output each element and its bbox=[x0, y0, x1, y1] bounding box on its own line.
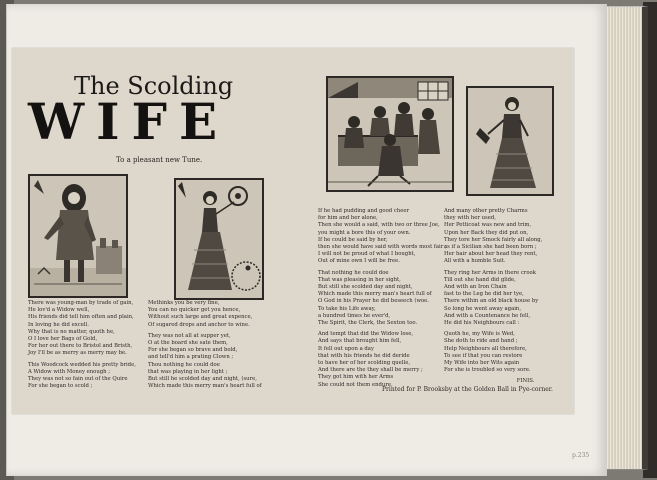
verse-line: For she began to scold ; bbox=[28, 383, 93, 390]
verse-line: Which made this merry man's heart full of bbox=[148, 383, 262, 390]
stanza bbox=[148, 300, 262, 329]
verse-column-2 bbox=[148, 300, 262, 394]
woodcut-woman-bundle bbox=[466, 86, 554, 196]
verse-line: There was young-man by trade of gain, bbox=[28, 300, 134, 306]
verse-line: that was playing in her light ; bbox=[148, 368, 228, 375]
verse-line: She doth to ride and hand ; bbox=[444, 338, 518, 345]
verse-line: Till out she hand did glide, bbox=[444, 276, 516, 283]
verse-line: But still she scolded day and night, bbox=[318, 284, 413, 291]
verse-line: I will not be proud of what I bought, bbox=[318, 251, 416, 258]
verse-line: They tore her Smock fairly all along, bbox=[444, 236, 543, 243]
title-wife: WIFE bbox=[28, 92, 230, 151]
verse-line: to have her of her scolding quelle, bbox=[318, 360, 411, 367]
verse-line: And many other pretty Charms bbox=[444, 208, 528, 214]
verse-line: That nothing he could doe bbox=[318, 269, 389, 276]
stanza bbox=[444, 208, 542, 266]
woman-figure-icon bbox=[468, 88, 552, 194]
verse-line: that with his friends he did deride bbox=[318, 352, 410, 359]
verse-line: then she would have said with words most fair ; bbox=[318, 244, 447, 251]
verse-line: They was not so fain out of the Quire bbox=[28, 376, 128, 383]
verse-line: O I love her Bags of Gold, bbox=[28, 336, 98, 343]
verse-line: Her Petticoat was new and trim, bbox=[444, 222, 532, 229]
verse-line: But still he scolded day and night, (sure, bbox=[148, 376, 257, 383]
verse-line: So long he went away again, bbox=[444, 305, 522, 312]
verse-line: To see if that you can restore bbox=[444, 352, 523, 359]
verse-line: If he had pudding and good cheer bbox=[318, 208, 410, 214]
stanza bbox=[318, 331, 447, 389]
woodcut-lady-peacock bbox=[174, 178, 264, 300]
verse-line: And says that brought him fell, bbox=[318, 338, 402, 345]
verse-line: There within an old black house by bbox=[444, 298, 539, 305]
verse-line: He did his Neighbours call : bbox=[444, 320, 520, 327]
verse-line: Which made this merry man's heart full of bbox=[318, 291, 432, 298]
verse-line: It fell out upon a day bbox=[318, 345, 374, 352]
verse-line: He lov'd a Widow well, bbox=[28, 307, 90, 314]
lady-figure-icon bbox=[176, 180, 262, 298]
verse-column-3 bbox=[318, 208, 447, 393]
verse-line: a hundred times he ever'd, bbox=[318, 312, 391, 319]
woodcut-gentleman bbox=[28, 174, 128, 298]
verse-line: If he could be said by her, bbox=[318, 236, 388, 243]
woodcut-tavern-scene bbox=[326, 76, 454, 192]
stanza bbox=[148, 333, 262, 391]
verse-line: and tell'd him a prating Clown ; bbox=[148, 354, 234, 361]
verse-line: O God in his Prayer he did beseech (woe. bbox=[318, 298, 429, 305]
verse-line: they with her used, bbox=[444, 215, 496, 222]
verse-line: They ring her Arms in there crook bbox=[444, 269, 536, 276]
stanza bbox=[444, 270, 542, 328]
verse-line: A Widow with Money enough ; bbox=[28, 368, 111, 375]
verse-line: fast to the Leg he did her tye, bbox=[444, 291, 524, 298]
verse-line: His friends did tell him often and plain, bbox=[28, 314, 134, 321]
verse-line: And with a Countenance he fell, bbox=[444, 312, 531, 319]
verse-line: Her hair about her head they rent, bbox=[444, 251, 538, 258]
verse-line: Help Neighbours all therefore, bbox=[444, 345, 527, 352]
verse-line: That was pleasing in her sight, bbox=[318, 276, 401, 283]
verse-line: Upon her Back they did put on, bbox=[444, 229, 529, 236]
verse-line: Then she would a said, with two or three Joe, bbox=[318, 222, 440, 229]
verse-line: Thou nothing he could doe bbox=[148, 361, 220, 368]
verse-line: Methinks you be very fine, bbox=[148, 300, 220, 306]
stanza bbox=[318, 270, 447, 328]
tune-line: To a pleasant new Tune. bbox=[116, 156, 203, 164]
verse-column-1 bbox=[28, 300, 136, 394]
verse-line: And tempt that did the Widow lose, bbox=[318, 331, 414, 338]
stanza bbox=[318, 208, 447, 266]
verse-line: All with a humble Suit. bbox=[444, 258, 506, 265]
verse-line: For she is troubled so very sore. bbox=[444, 367, 531, 374]
stanza bbox=[28, 300, 136, 358]
imprint-line: Printed for P. Brooksby at the Golden Ball in Pye-corner. bbox=[382, 386, 553, 393]
verse-line: For her out there to Bristol and Bristh, bbox=[28, 343, 133, 350]
verse-line: They got him with her Arms bbox=[318, 374, 394, 381]
verse-line: Of sugared drops and anchor to wine. bbox=[148, 321, 250, 328]
verse-line: Quoth he, my Wife is Wed, bbox=[444, 331, 515, 338]
verse-line: Joy I'll be as merry as merry may be. bbox=[28, 350, 127, 357]
verse-line: The Spirit, the Clerk, the Sexton too. bbox=[318, 320, 418, 327]
verse-line: And there are the they shall be merry ; bbox=[318, 367, 423, 374]
verse-line: Without such large and great expence, bbox=[148, 314, 253, 321]
verse-line: To take his Life away, bbox=[318, 305, 376, 312]
title-the: The Scolding bbox=[74, 72, 234, 100]
verse-line: You can no quicker get you hence, bbox=[148, 307, 241, 314]
verse-line: In loving he did excell. bbox=[28, 321, 89, 328]
finis-text: FINIS. bbox=[516, 378, 535, 385]
gentleman-figure-icon bbox=[30, 176, 126, 296]
verse-line: Why that is no matter, quoth he, bbox=[28, 328, 115, 335]
shelfmark: p.235 bbox=[572, 452, 590, 459]
tavern-scene-icon bbox=[328, 78, 452, 190]
verse-line: She could not them endure, bbox=[318, 381, 393, 388]
verse-line: Out of mine own I will be free. bbox=[318, 258, 400, 265]
verse-line: My Wife into her Wits again bbox=[444, 360, 520, 367]
verse-line: as if a Sicilian she had been born ; bbox=[444, 244, 537, 251]
verse-line: you might a bore this of your own. bbox=[318, 229, 411, 236]
stanza bbox=[28, 362, 136, 391]
verse-line: For she began so brave and bold, bbox=[148, 347, 238, 354]
verse-column-4 bbox=[444, 208, 542, 390]
verse-line: They was not all at supper yet, bbox=[148, 332, 231, 339]
stanza bbox=[444, 331, 542, 374]
verse-line: O at the board she sate them, bbox=[148, 340, 228, 347]
verse-line: for him and her alone, bbox=[318, 215, 378, 222]
verse-line: And with an Iron Chain bbox=[444, 284, 507, 291]
finis bbox=[444, 378, 542, 385]
verse-line: This Woodcock wedded his pretty bride, bbox=[28, 361, 136, 368]
